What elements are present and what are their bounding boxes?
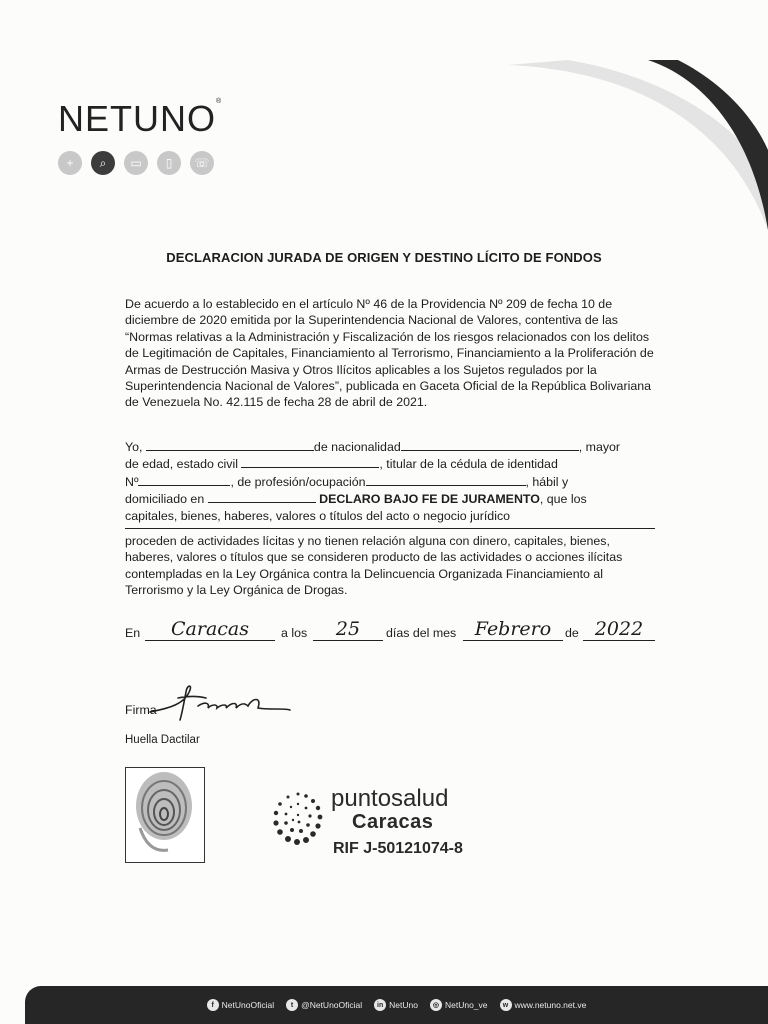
footer-linkedin[interactable] — [374, 999, 418, 1011]
closing-paragraph: proceden de actividades lícitas y no tienen relación alguna con dinero, capitales, bienes, haberes, valores o títulos que se consideren producto de las actividades o acciones ilícitas contempladas en la Ley Orgánica contra la Delincuencia Organizada Financiamiento al Terrorismo y la Ley Orgánica de Drogas. — [125, 534, 623, 598]
legal-act-field[interactable] — [125, 528, 655, 529]
instagram-icon: ◎ — [430, 999, 442, 1011]
de-label: de — [565, 626, 579, 640]
company-logo — [58, 98, 222, 140]
handwritten-signature — [140, 680, 310, 725]
domiciliado-label: domiciliado en — [125, 492, 205, 507]
cedula-label: , titular de la cédula de identidad — [379, 457, 558, 472]
doc-icon: ▯ — [157, 151, 181, 175]
profesion-label: , de profesión/ocupación — [230, 474, 366, 489]
dias-mes-label: días del mes — [386, 626, 457, 640]
estado-civil-label: de edad, estado civil — [125, 457, 238, 472]
footer-facebook-label: NetUnoOficial — [221, 1000, 275, 1010]
logo-text: NETUNO — [58, 98, 216, 139]
fingerprint-image — [126, 768, 204, 862]
mayor-label: , mayor — [578, 440, 621, 454]
footer-twitter-label: @NetUnoOficial — [301, 1000, 363, 1010]
id-number-field[interactable] — [138, 473, 230, 486]
stamp-name: puntosalud — [331, 785, 449, 812]
linkedin-icon: in — [374, 999, 386, 1011]
day-field[interactable]: 25 — [313, 618, 383, 641]
huella-label: Huella Dactilar — [125, 734, 200, 746]
month-field[interactable]: Febrero — [463, 618, 563, 641]
facebook-icon: f — [207, 999, 219, 1011]
footer-facebook[interactable] — [207, 999, 274, 1011]
footer-instagram[interactable] — [430, 999, 488, 1011]
yo-label: Yo, — [125, 440, 143, 454]
intro-paragraph: De acuerdo a lo establecido en el artículo Nº 46 de la Providencia Nº 209 de fecha 10 de diciembre de 2020 emitida por la Superintendencia Nacional de Valores, contentiva de las “Normas relativas a la Administración y Fiscalización de los riesgos relacionados con los delitos de Legitimación de Capitales, Financiamiento al Terrorismo, Financiamiento a la Proliferación de Armas de Destrucción Masiva y Otros Ilícitos aplicables a los Sujetos regulados por la Superintendencia Nacional de Valores”, publicada en Gaceta Oficial de la República Bolivariana de Venezuela No. 42.115 de fecha 28 de abril de 2021. — [125, 297, 654, 410]
stamp-city: Caracas — [352, 811, 434, 833]
twitter-icon: t — [286, 999, 298, 1011]
profession-field[interactable] — [366, 473, 526, 486]
web-icon: w — [500, 999, 512, 1011]
habil-label: , hábil y — [525, 474, 569, 489]
numero-label: Nº — [125, 474, 139, 489]
header-swoosh-decoration — [508, 60, 768, 240]
name-field[interactable] — [146, 438, 314, 451]
date-row — [125, 618, 665, 644]
document-title: DECLARACION JURADA DE ORIGEN Y DESTINO LÍCITO DE FONDOS — [166, 250, 602, 265]
fingerprint-box — [125, 767, 205, 863]
a-los-label: a los — [281, 626, 308, 640]
plus-icon: + — [58, 151, 82, 175]
logo-icon-row — [58, 151, 214, 175]
footer-twitter[interactable] — [286, 999, 362, 1011]
declaration-block — [125, 438, 655, 524]
marital-status-field[interactable] — [241, 455, 379, 468]
firma-label: Firma — [125, 703, 157, 717]
capitales-label: capitales, bienes, haberes, valores o títulos del acto o negocio jurídico — [125, 508, 511, 523]
nacionalidad-label: de nacionalidad — [313, 440, 401, 454]
que-los-label: , que los — [539, 492, 587, 507]
footer-linkedin-label: NetUno — [389, 1000, 418, 1010]
search-icon: ⌕ — [91, 151, 115, 175]
phone-icon: ☏ — [190, 151, 214, 175]
tv-icon: ▭ — [124, 151, 148, 175]
year-field[interactable]: 2022 — [583, 618, 655, 641]
social-footer — [25, 986, 768, 1024]
registered-mark: ® — [216, 98, 223, 105]
puntosalud-dots-logo — [268, 786, 328, 850]
nationality-field[interactable] — [401, 438, 579, 451]
footer-website[interactable] — [500, 999, 587, 1011]
city-field[interactable]: Caracas — [145, 618, 275, 641]
address-field[interactable] — [208, 490, 316, 503]
stamp-rif: RIF J-50121074-8 — [333, 840, 463, 857]
footer-website-label: www.netuno.net.ve — [514, 1000, 587, 1010]
juramento-label: DECLARO BAJO FE DE JURAMENTO — [319, 492, 540, 507]
footer-instagram-label: NetUno_ve — [444, 1000, 488, 1010]
en-label: En — [125, 626, 141, 640]
